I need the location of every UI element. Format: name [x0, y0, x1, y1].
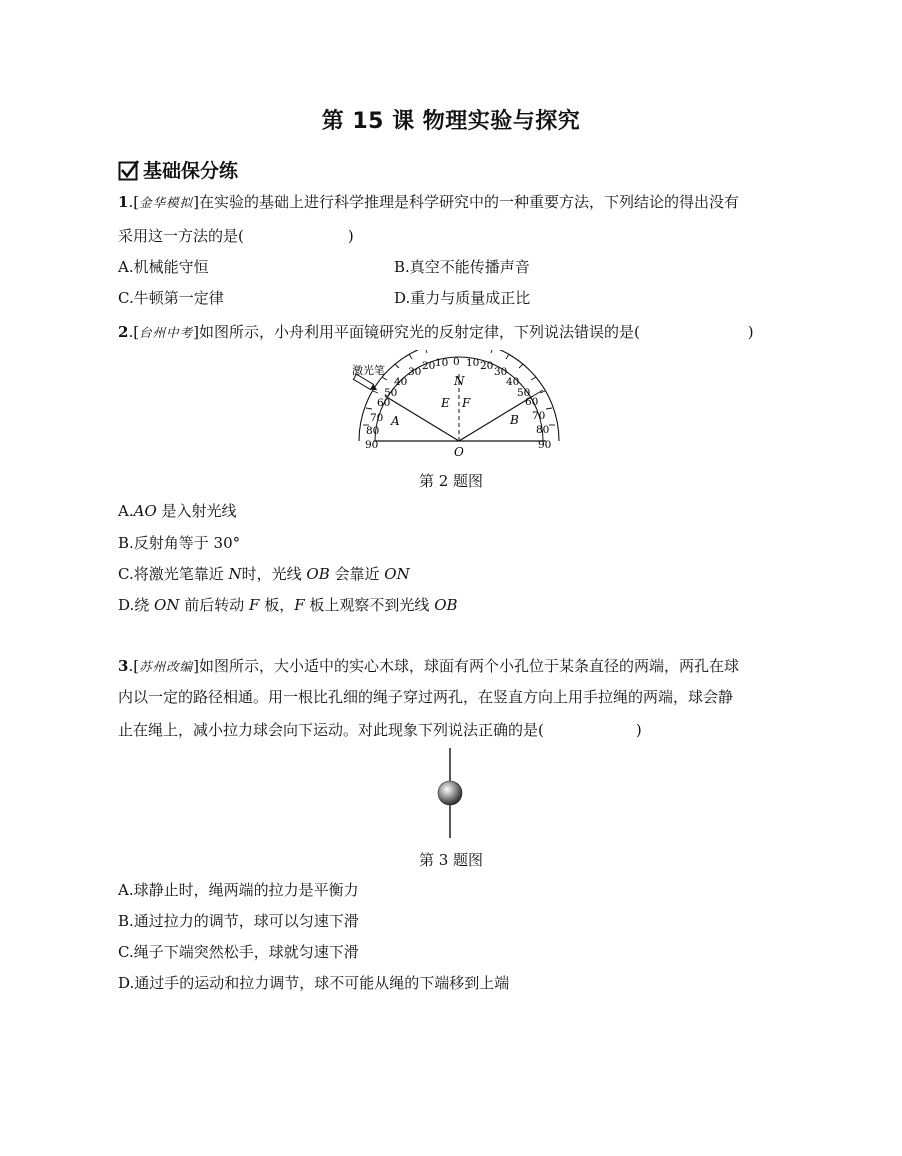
q3-option-c: C.绳子下端突然松手，球就匀速下滑: [118, 943, 359, 961]
q1-stem-line1: 1.[金华模拟]在实验的基础上进行科学推理是科学研究中的一种重要方法，下列结论的得出没有: [118, 193, 739, 211]
q2-option-d-symbol-1: ON: [154, 596, 180, 614]
q2-source: 台州中考: [139, 325, 194, 340]
q2-option-d-text-3: 板，: [259, 596, 295, 614]
q3-close-paren: ): [635, 721, 642, 739]
tick-label-right-50: 50: [517, 387, 531, 399]
q2-option-a-prefix: A.: [118, 502, 134, 520]
q2-option-d-symbol-3: F: [294, 596, 305, 614]
tick-label-right-70: 70: [532, 410, 546, 422]
q3-source: 苏州改编: [139, 659, 194, 674]
q2-option-a-text: 是入射光线: [156, 502, 237, 520]
page-title: 第 15 课 物理实验与探究: [321, 109, 581, 134]
q3-stem-line3: [118, 720, 642, 740]
q3-text-3: 止在绳上，减小拉力球会向下运动。对此现象下列说法正确的是(: [118, 721, 544, 739]
tick-label-left-40: 40: [394, 376, 408, 388]
q2-option-c-symbol-3: ON: [384, 565, 410, 583]
tick-label-0: 0: [453, 356, 460, 368]
q2-option-c: [118, 564, 410, 584]
laser-label: 激光笔: [352, 364, 385, 377]
q2-option-a: [118, 501, 237, 521]
tick-label-left-20: 20: [422, 360, 436, 372]
label-b: B: [510, 413, 519, 427]
section-heading: [118, 156, 238, 183]
tick-label-left-10: 10: [435, 357, 449, 369]
q1-option-a: A.机械能守恒: [118, 258, 209, 276]
q2-close-paren: ): [747, 323, 754, 341]
tick-label-right-40: 40: [506, 376, 520, 388]
q2-option-c-symbol-2: OB: [306, 565, 330, 583]
tick-label-right-30: 30: [494, 366, 508, 378]
tick-label-left-50: 50: [384, 387, 398, 399]
q1-number: 1: [118, 193, 129, 211]
q1-text-2: 采用这一方法的是(: [118, 227, 244, 245]
q2-option-a-symbol: AO: [133, 502, 157, 520]
tick-label-left-90: 90: [365, 439, 379, 451]
q1-option-b: B.真空不能传播声音: [394, 258, 530, 276]
q2-option-d-text-2: 前后转动: [179, 596, 250, 614]
q3-stem-line2: 内以一定的路径相通。用一根比孔细的绳子穿过两孔，在竖直方向上用手拉绳的两端，球会静: [118, 688, 734, 706]
q2-option-c-symbol-1: N: [228, 565, 242, 583]
q2-option-d-symbol-4: OB: [434, 596, 458, 614]
tick-label-right-80: 80: [536, 424, 550, 436]
q1-option-d: D.重力与质量成正比: [394, 289, 531, 307]
wooden-ball: [438, 781, 462, 805]
q3-option-b: B.通过拉力的调节，球可以匀速下滑: [118, 912, 359, 930]
tick-label-left-80: 80: [366, 425, 380, 437]
q2-option-d-text-4: 板上观察不到光线: [304, 596, 435, 614]
q3-text-1: 如图所示，大小适中的实心木球，球面有两个小孔位于某条直径的两端，两孔在球: [198, 657, 739, 675]
q3-option-a: A.球静止时，绳两端的拉力是平衡力: [118, 881, 359, 899]
q1-option-c: C.牛顿第一定律: [118, 289, 224, 307]
q2-protractor-diagram: [340, 350, 560, 460]
label-e: E: [441, 396, 450, 410]
tick-label-right-20: 20: [480, 360, 494, 372]
tick-label-right-60: 60: [525, 396, 539, 408]
q2-stem-line1: 2.[台州中考]如图所示，小舟利用平面镜研究光的反射定律，下列说法错误的是( ): [118, 323, 754, 341]
q2-option-d: [118, 595, 458, 615]
label-o: O: [454, 445, 464, 459]
q1-close-paren: ): [347, 227, 354, 245]
label-n: N: [454, 374, 465, 388]
q3-number: 3: [118, 657, 129, 675]
q2-option-b: B.反射角等于 30°: [118, 534, 241, 552]
q3-stem-line1: 3.[苏州改编]如图所示，大小适中的实心木球，球面有两个小孔位于某条直径的两端，两孔在球: [118, 657, 739, 675]
q2-option-c-text-2: 时，光线: [241, 565, 307, 583]
q2-text-1: 如图所示，小舟利用平面镜研究光的反射定律，下列说法错误的是(: [198, 323, 640, 341]
tick-label-left-70: 70: [370, 412, 384, 424]
tick-label-left-60: 60: [377, 397, 391, 409]
q2-option-c-text-1: C.将激光笔靠近: [118, 565, 229, 583]
q1-stem-line2: [118, 226, 354, 246]
q2-option-c-text-3: 会靠近: [329, 565, 385, 583]
q2-caption: 第 2 题图: [418, 472, 484, 490]
tick-label-left-30: 30: [408, 366, 422, 378]
q2-option-d-symbol-2: F: [249, 596, 260, 614]
label-f: F: [462, 396, 471, 410]
label-a: A: [391, 414, 400, 428]
tick-label-right-90: 90: [538, 439, 552, 451]
q2-option-d-text-1: D.绕: [118, 596, 155, 614]
tick-label-right-10: 10: [466, 357, 480, 369]
q3-ball-on-rope-diagram: [430, 748, 470, 840]
q3-caption: 第 3 题图: [418, 851, 484, 869]
section-label: 基础保分练: [143, 160, 239, 182]
q3-option-d: D.通过手的运动和拉力调节，球不可能从绳的下端移到上端: [118, 974, 510, 992]
q1-source: 金华模拟: [139, 195, 194, 210]
checkbox-checked-icon: [118, 159, 140, 181]
q1-text-1: 在实验的基础上进行科学推理是科学研究中的一种重要方法，下列结论的得出没有: [198, 193, 739, 211]
q2-number: 2: [118, 323, 129, 341]
